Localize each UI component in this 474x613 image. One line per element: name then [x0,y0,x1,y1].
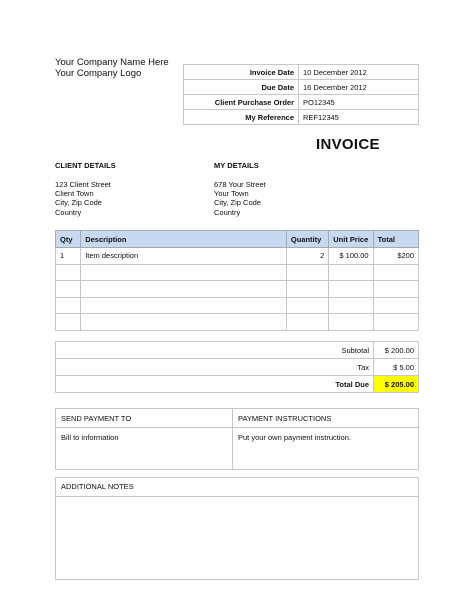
col-header-qty: Qty [56,231,81,248]
cell-quantity [286,314,328,331]
total-due-value: $ 205.00 [374,376,419,393]
cell-total [373,297,418,314]
cell-total: $200 [373,248,418,265]
client-address-line: 123 Client Street [55,180,111,189]
col-header-total: Total [373,231,418,248]
my-address-line: Your Town [214,189,249,199]
cell-qty: 1 [56,248,81,265]
client-address-line: Country [55,207,82,217]
table-row [56,248,419,265]
cell-unit-price [329,314,373,331]
table-row [56,314,419,331]
total-due-label: Total Due [56,376,374,393]
col-header-quantity: Quantity [286,231,328,248]
cell-qty [56,264,81,281]
meta-value: 10 December 2012 [299,65,419,80]
cell-description [81,297,287,314]
meta-label: Invoice Date [184,65,299,80]
my-address-line: 678 Your Street [214,180,266,189]
company-name: Your Company Name Here [55,57,169,68]
meta-value: REF12345 [299,110,419,125]
client-address-line: Client Town [55,189,94,199]
totals-table [55,341,419,393]
cell-quantity [286,264,328,281]
cell-qty [56,297,81,314]
totals-row [56,359,419,376]
meta-value: 16 December 2012 [299,80,419,95]
meta-row [184,95,419,110]
subtotal-label: Subtotal [56,342,374,359]
my-address-line: City, Zip Code [214,198,261,208]
meta-row [184,110,419,125]
company-logo-text: Your Company Logo [55,68,142,79]
my-address [214,180,266,217]
bill-to-text: Bill to information [56,428,233,470]
meta-row [184,80,419,95]
totals-row [56,342,419,359]
payment-instruction-text: Put your own payment instruction. [233,428,419,470]
payment-instructions-heading: PAYMENT INSTRUCTIONS [233,409,419,428]
tax-label: Tax [56,359,374,376]
company-block [55,57,169,79]
cell-qty [56,281,81,298]
table-row [56,281,419,298]
invoice-meta-table [183,64,419,125]
payment-body-row [56,428,419,470]
cell-total [373,264,418,281]
cell-unit-price: $ 100.00 [329,248,373,265]
meta-label: My Reference [184,110,299,125]
line-items-header [56,231,419,248]
invoice-title: INVOICE [316,136,380,153]
cell-description [81,281,287,298]
table-row [56,264,419,281]
cell-qty [56,314,81,331]
payment-header-row [56,409,419,428]
my-details-heading: MY DETAILS [214,161,259,170]
tax-value: $ 5.00 [374,359,419,376]
cell-description [81,264,287,281]
cell-description: Item description [81,248,287,265]
client-address [55,180,111,217]
client-details-heading: CLIENT DETAILS [55,161,116,170]
cell-quantity [286,297,328,314]
cell-unit-price [329,264,373,281]
cell-unit-price [329,281,373,298]
line-items-table [55,230,419,331]
cell-unit-price [329,297,373,314]
meta-label: Client Purchase Order [184,95,299,110]
col-header-description: Description [81,231,287,248]
additional-notes-heading: ADDITIONAL NOTES [56,478,418,497]
cell-total [373,314,418,331]
meta-label: Due Date [184,80,299,95]
client-address-line: City, Zip Code [55,198,102,208]
cell-description [81,314,287,331]
col-header-unit-price: Unit Price [329,231,373,248]
my-address-line: Country [214,207,241,217]
table-row [56,297,419,314]
cell-total [373,281,418,298]
meta-row [184,65,419,80]
additional-notes-box [55,477,419,580]
meta-value: PO12345 [299,95,419,110]
cell-quantity [286,281,328,298]
cell-quantity: 2 [286,248,328,265]
payment-table [55,408,419,470]
subtotal-value: $ 200.00 [374,342,419,359]
totals-row [56,376,419,393]
send-payment-heading: SEND PAYMENT TO [56,409,233,428]
